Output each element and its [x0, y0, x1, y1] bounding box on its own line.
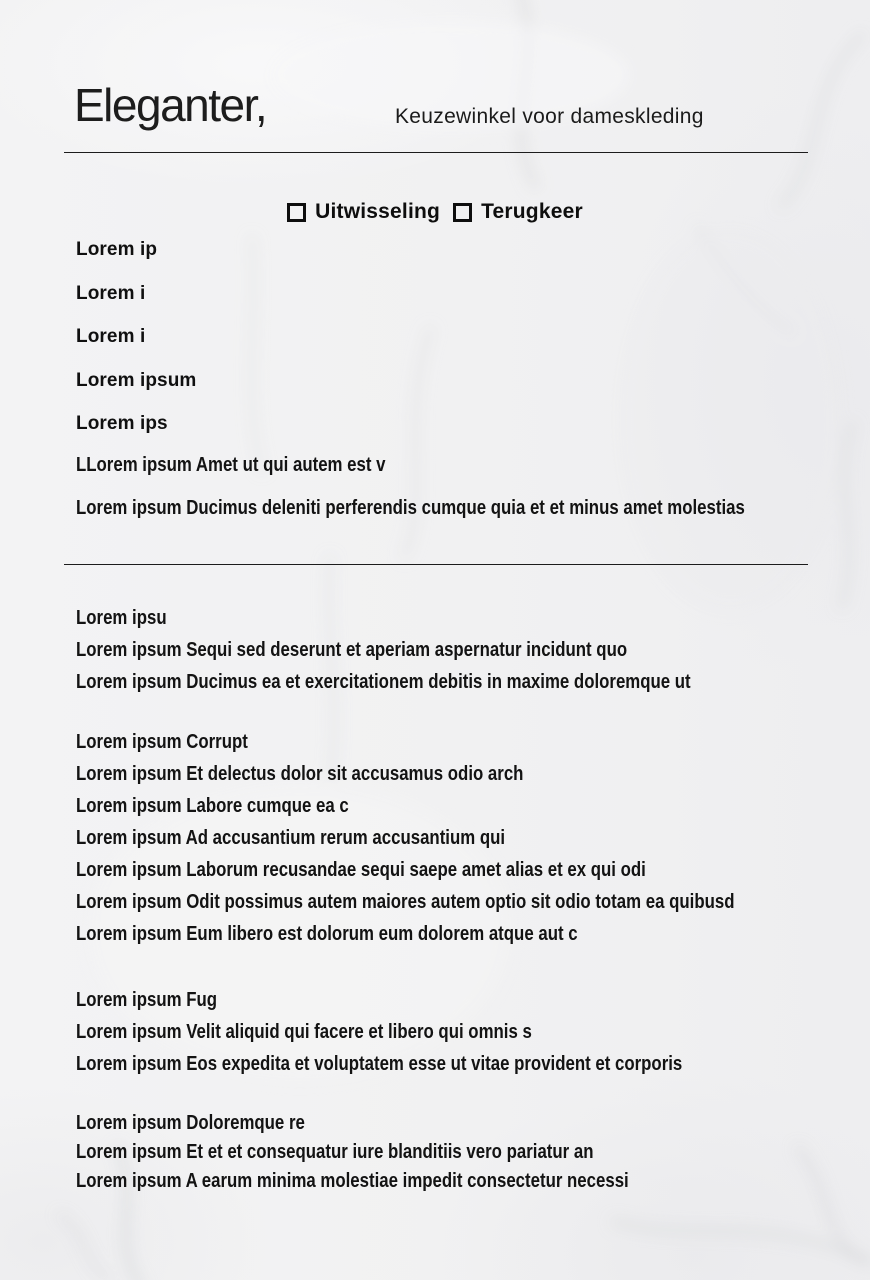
- instruction-line: Lorem ipsum Eos expedita et voluptatem esse ut vitae provident et corporis: [76, 1052, 683, 1075]
- instruction-group: [76, 984, 870, 1080]
- instruction-line: Lorem ipsum Doloremque re: [76, 1111, 305, 1134]
- form-field-label: Lorem i: [76, 326, 146, 347]
- instruction-line: Lorem ipsum Corrupt: [76, 730, 248, 753]
- instruction-group: [76, 1108, 870, 1195]
- exchange-label: Uitwisseling: [315, 200, 441, 223]
- form-notes: [76, 443, 870, 529]
- form-field-label: Lorem ipsum: [76, 369, 197, 391]
- instruction-line: Lorem ipsum Ducimus ea et exercitationem debitis in maxime doloremque ut: [76, 670, 691, 693]
- instruction-line: Lorem ipsum Et delectus dolor sit accusamus odio arch: [76, 762, 524, 785]
- brand-tagline: Keuzewinkel voor dameskleding: [395, 105, 704, 128]
- form-field-label: Lorem ip: [76, 239, 158, 260]
- brand-title: Eleganter,: [74, 79, 267, 131]
- option-return[interactable]: [453, 200, 583, 224]
- instruction-line: Lorem ipsum Laborum recusandae sequi saepe amet alias et ex qui odi: [76, 858, 646, 881]
- form-field-label: Lorem i: [76, 282, 146, 304]
- instruction-line: Lorem ipsum Fug: [76, 988, 218, 1011]
- header-divider: [64, 152, 808, 153]
- form-fields: [76, 240, 196, 458]
- instruction-line: Lorem ipsum Labore cumque ea c: [76, 794, 349, 817]
- exchange-checkbox-icon[interactable]: [287, 203, 306, 222]
- instruction-line: Lorem ipsum Et et et consequatur iure blanditiis vero pariatur an: [76, 1140, 594, 1163]
- instruction-group: [76, 602, 870, 698]
- instruction-line: Lorem ipsum Sequi sed deserunt et aperiam aspernatur incidunt quo: [76, 638, 628, 661]
- instruction-line: Lorem ipsum Ad accusantium rerum accusantium qui: [76, 826, 506, 849]
- instructions: [76, 602, 870, 1195]
- order-options: [0, 200, 870, 224]
- return-checkbox-icon[interactable]: [453, 203, 472, 222]
- return-label: Terugkeer: [481, 200, 583, 223]
- note-line: LLorem ipsum Amet ut qui autem est v: [76, 453, 386, 476]
- instruction-line: Lorem ipsum A earum minima molestiae impedit consectetur necessi: [76, 1169, 629, 1192]
- instruction-line: Lorem ipsum Eum libero est dolorum eum dolorem atque aut c: [76, 922, 578, 945]
- section-divider: [64, 564, 808, 565]
- instruction-group: [76, 726, 870, 950]
- instruction-line: Lorem ipsum Velit aliquid qui facere et libero qui omnis s: [76, 1020, 532, 1043]
- note-line: Lorem ipsum Ducimus deleniti perferendis cumque quia et et minus amet molestias: [76, 496, 745, 519]
- option-exchange[interactable]: [287, 200, 440, 224]
- form-field-label: Lorem ips: [76, 413, 168, 434]
- instruction-line: Lorem ipsum Odit possimus autem maiores autem optio sit odio totam ea quibusd: [76, 890, 735, 913]
- instruction-line: Lorem ipsu: [76, 606, 167, 629]
